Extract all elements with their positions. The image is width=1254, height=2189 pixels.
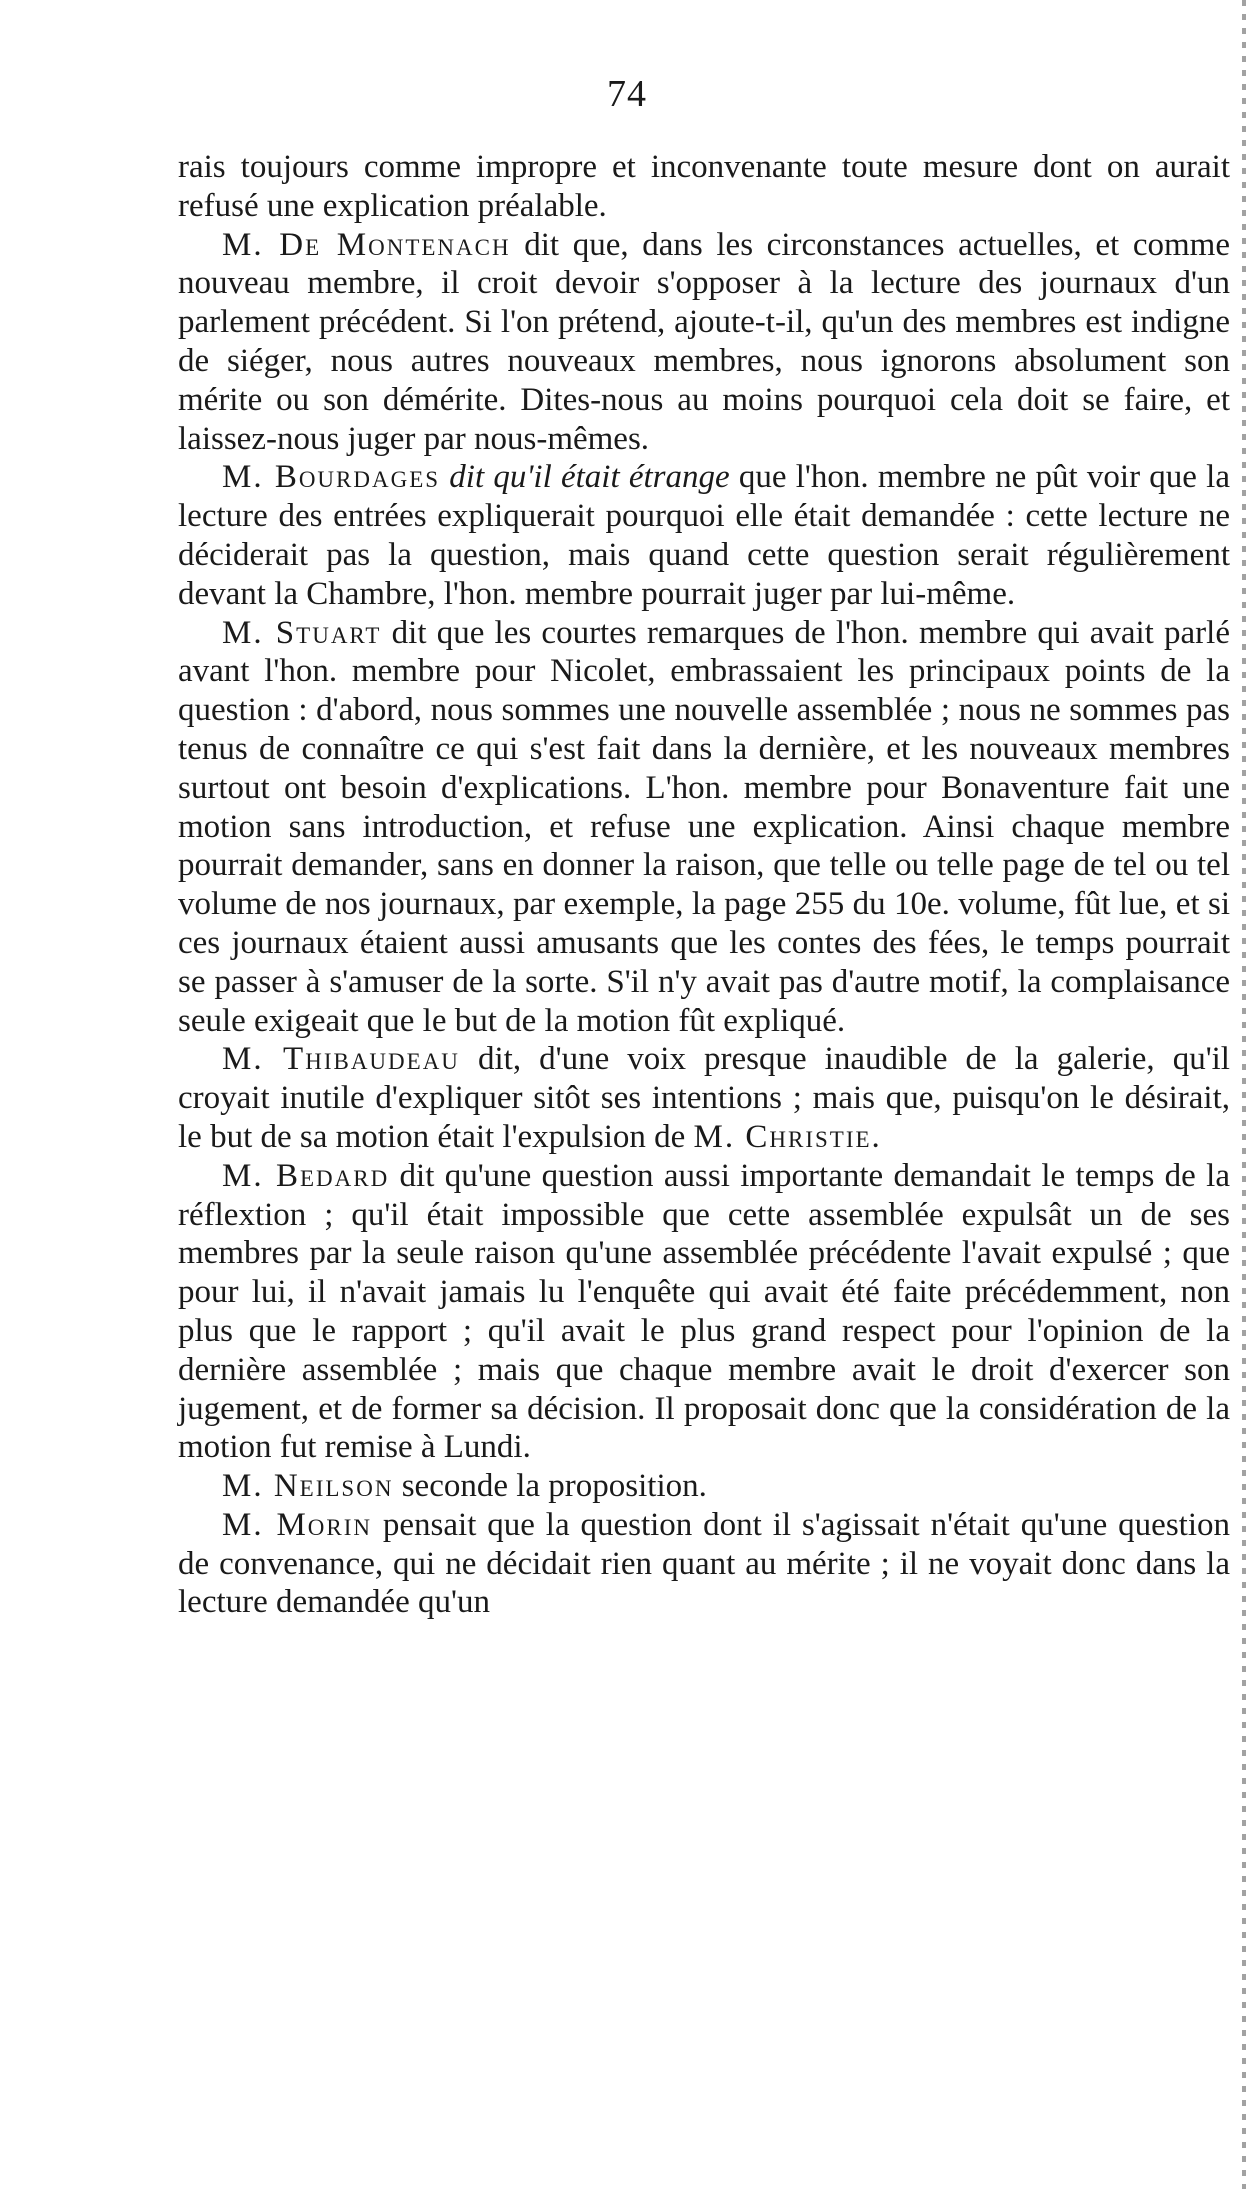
paragraph-bedard: [178, 1157, 1230, 1467]
paragraph-end: .: [871, 1118, 880, 1155]
speaker-name: M. Bedard: [222, 1157, 390, 1194]
paragraph-text: dit, d'une voix presque inaudible de la galerie, qu'il croyait inutile d'expliquer sitôt ses intentions ; mais que, puisqu'on le désirait, le but de sa motion était l'expulsion de: [178, 1041, 1230, 1155]
paragraph-montenach: [178, 226, 1230, 459]
body-text: [178, 148, 1230, 1622]
paragraph-continuation: [178, 148, 1230, 226]
speaker-name: M. Stuart: [222, 614, 382, 651]
paragraph-text: dit qu'une question aussi importante demandait le temps de la réflextion ; qu'il était impossible que cette assemblée expulsât un de ses membres par la seule raison qu'une assemblée précédente l'avait expulsé ; que pour lui, il n'avait jamais lu l'enquête qui avait été faite précédemment, non plus que le rapport ; qu'il avait le plus grand respect pour l'opinion de la dernière assemblée ; mais que chaque membre avait le droit d'exercer son jugement, et de former sa décision. Il proposait donc que la considération de la motion fut remise à Lundi.: [178, 1157, 1231, 1466]
paragraph-text: rais toujours comme impropre et inconvenante toute mesure dont on aurait refusé une explication préalable.: [178, 149, 1230, 224]
page-edge-shadow: [1242, 0, 1246, 2189]
paragraph-text: dit que les courtes remarques de l'hon. membre qui avait parlé avant l'hon. membre pour Nicolet, embrassaient les principaux points de la question : d'abord, nous sommes une nouvelle assemblée ; nous ne sommes pas tenus de connaître ce qui s'est fait dans la dernière, et les nouveaux membres surtout ont besoin d'explications. L'hon. membre pour Bonaventure fait une motion sans introduction, et refuse une explication. Ainsi chaque membre pourrait demander, sans en donner la raison, que telle ou telle page de tel ou tel volume de nos journaux, par exemple, la page 255 du 10e. volume, fût lue, et si ces journaux étaient aussi amusants que les contes des fées, le temps pourrait se passer à s'amuser de la sorte. S'il n'y avait pas d'autre motif, la complaisance seule exigeait que le but de la motion fût expliqué.: [178, 614, 1230, 1039]
speaker-name: M. Bourdages: [222, 459, 441, 496]
paragraph-text: pensait que la question dont il s'agissait n'était qu'une question de convenance, qui ne décidait rien quant au mérite ; il ne voyait donc dans la lecture demandée qu'un: [178, 1506, 1230, 1621]
speaker-name: M. Morin: [222, 1506, 373, 1543]
italic-phrase: dit qu'il était étrange: [440, 459, 730, 496]
paragraph-text: dit que, dans les circonstances actuelles, et comme nouveau membre, il croit devoir s'opposer à la lecture des journaux d'un parlement précédent. Si l'on prétend, ajoute-t-il, qu'un des membres est indigne de siéger, nous autres nouveaux membres, nous ignorons absolument son mérite ou son démérite. Dites-nous au moins pourquoi cela doit se faire, et laissez-nous juger par nous-mêmes.: [178, 226, 1230, 457]
named-member: M. Christie: [693, 1118, 872, 1155]
page-number: 74: [607, 73, 647, 115]
paragraph-text: que l'hon. membre ne pût voir que la lecture des entrées expliquerait pourquoi elle était demandée : cette lecture ne déciderait pas la question, mais quand cette question serait régulièrement devant la Chambre, l'hon. membre pourrait juger par lui-même.: [178, 459, 1230, 612]
paragraph-bourdages: [178, 458, 1230, 613]
speaker-name: M. De Montenach: [222, 226, 511, 263]
speaker-name: M. Thibaudeau: [222, 1041, 460, 1078]
paragraph-text: seconde la proposition.: [393, 1468, 707, 1505]
paragraph-stuart: [178, 614, 1230, 1041]
paragraph-thibaudeau: [178, 1040, 1230, 1156]
paragraph-neilson: [178, 1467, 1230, 1506]
paragraph-morin: [178, 1506, 1230, 1622]
speaker-name: M. Neilson: [222, 1468, 394, 1505]
